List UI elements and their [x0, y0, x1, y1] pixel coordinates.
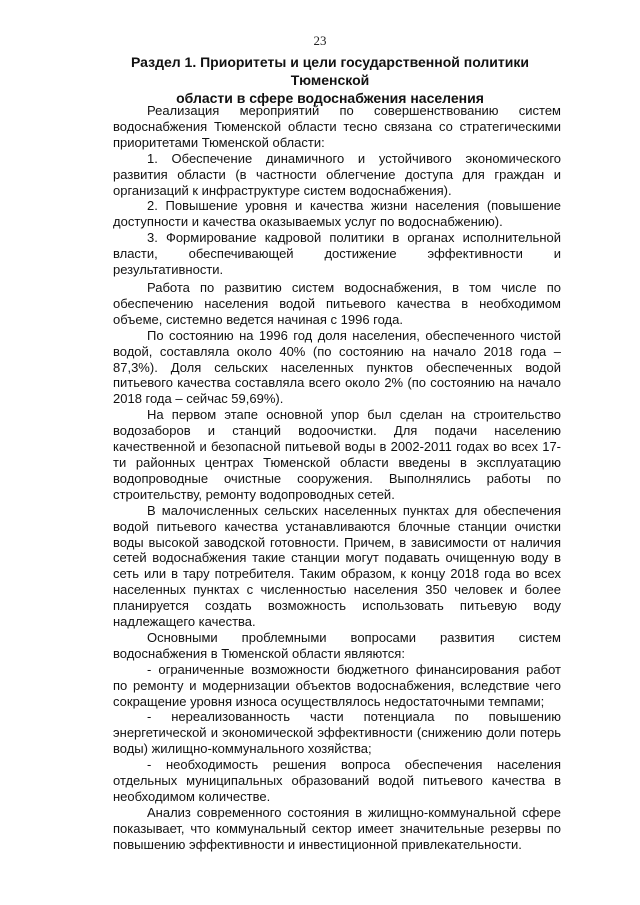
section-heading — [95, 53, 565, 107]
analysis-paragraph: Анализ современного состояния в жилищно-коммунальной сфере показывает, что коммунальный сектор имеет значительные резервы по повышению эффективности и инвестиционной привлекательности. — [113, 804, 561, 852]
priority-item-2: 2. Повышение уровня и качества жизни населения (повышение доступности и качества оказываемых услуг по водоснабжению). — [113, 198, 561, 230]
priority-item-3: 3. Формирование кадровой политики в органах исполнительной власти, обеспечивающей достижение эффективности и результативности. — [113, 230, 561, 278]
section-heading-line-1: Раздел 1. Приоритеты и цели государственной политики Тюменской — [131, 54, 529, 88]
statistics-paragraph: По состоянию на 1996 год доля населения, обеспеченного чистой водой, составляла около 40% (по состоянию на начало 2018 года – 87,3%). Доля сельских населенных пунктов обеспеченных водой питьевого качества составляла всего около 2% (по состоянию на начало 2018 года – сейчас 59,69%). — [113, 327, 561, 407]
rural-stations-paragraph: В малочисленных сельских населенных пунктах для обеспечения водой питьевого качества устанавливаются блочные станции очистки воды высокой заводской готовности. Причем, в зависимости от наличия сетей водоснабжения такие станции могут подавать очищенную воду в сеть или в тару потребителя. Таким образом, к концу 2018 года во всех населенных пунктах с численностью населения 350 человек и более планируется создать возможность использовать питьевую воду надлежащего качества. — [113, 502, 561, 630]
problem-item-efficiency: - нереализованность части потенциала по повышению энергетической и экономической эффективности (снижению доли потерь воды) жилищно-коммунального хозяйства; — [113, 709, 561, 757]
priorities-block — [113, 103, 561, 278]
page-number: 23 — [313, 33, 327, 48]
history-paragraph: Работа по развитию систем водоснабжения, в том числе по обеспечению населения водой питьевого качества в необходимом объеме, системно ведется начиная с 1996 года. — [113, 280, 561, 327]
problem-item-funding: - ограниченные возможности бюджетного финансирования работ по ремонту и модернизации объектов водоснабжения, вследствие чего сокращение уровня износа осуществлялось недостаточными темпами; — [113, 661, 561, 709]
first-stage-paragraph: На первом этапе основной упор был сделан на строительство водозаборов и станций водоочистки. Для подачи населению качественной и безопасной питьевой воды в 2002-2011 годах во всех 17-ти районных центрах Тюменской области введены в эксплуатацию водопроводные очистные сооружения. Выполнялись работы по строительству, ремонту водопроводных сетей. — [113, 407, 561, 502]
problem-item-water-supply: - необходимость решения вопроса обеспечения населения отдельных муниципальных образований водой питьевого качества в необходимом количестве. — [113, 757, 561, 804]
section-heading-line-2: области в сфере водоснабжения населения — [176, 90, 484, 106]
problems-intro-paragraph: Основными проблемными вопросами развития систем водоснабжения в Тюменской области являются: — [113, 629, 561, 661]
priority-item-1: 1. Обеспечение динамичного и устойчивого экономического развития области (в частности облегчение доступа для граждан и организаций к инфраструктуре систем водоснабжения). — [113, 150, 561, 198]
intro-paragraph: Реализация мероприятий по совершенствованию систем водоснабжения Тюменской области тесно связана со стратегическими приоритетами Тюменской области: — [113, 103, 561, 150]
development-block — [113, 280, 561, 853]
